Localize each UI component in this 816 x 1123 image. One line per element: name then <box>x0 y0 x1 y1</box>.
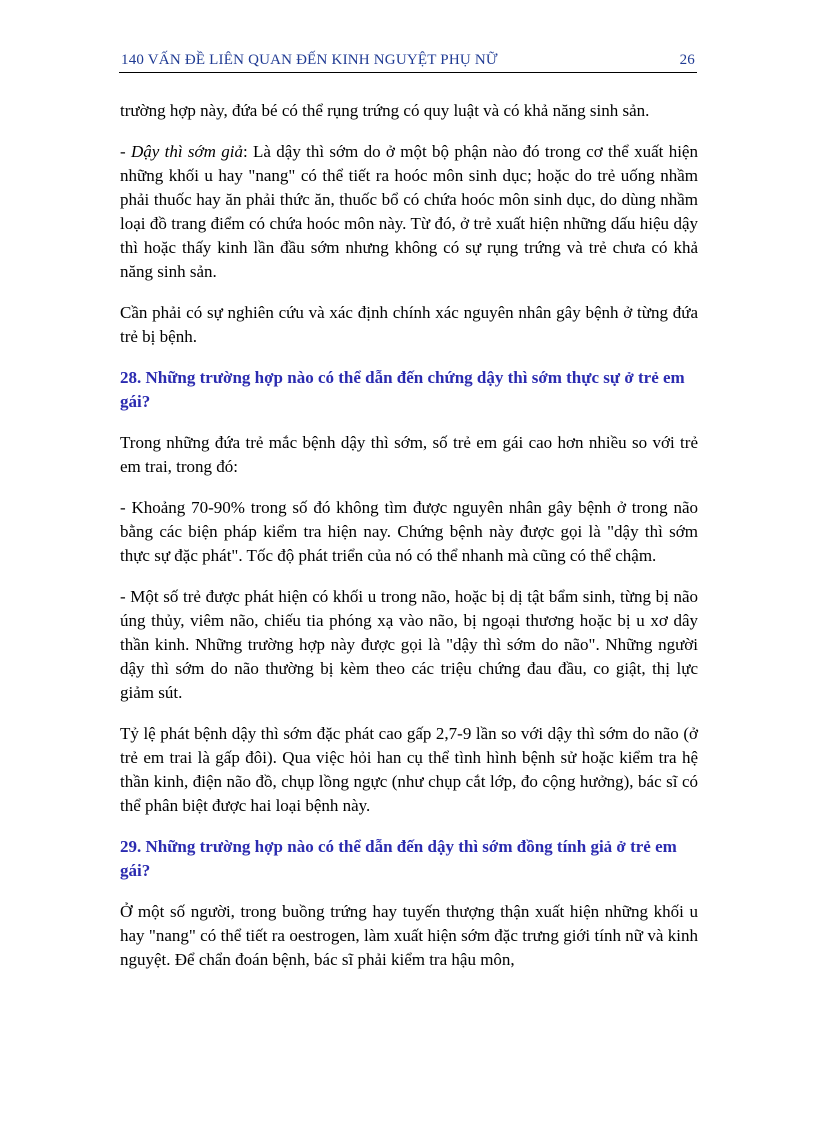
paragraph-3: Cần phải có sự nghiên cứu và xác định chính xác nguyên nhân gây bệnh ở từng đứa trẻ bị bệnh. <box>120 303 698 346</box>
term-pseudo-puberty: Dậy thì sớm giả <box>131 142 243 161</box>
paragraph-7: Tỷ lệ phát bệnh dậy thì sớm đặc phát cao gấp 2,7-9 lần so với dậy thì sớm do não (ở trẻ em trai là gấp đôi). Qua việc hỏi han cụ thể tình hình bệnh sử hoặc kiểm tra hệ thần kinh, điện não đồ, chụp lồng ngực (như chụp cắt lớp, đo cộng hưởng), bác sĩ có thể phân biệt được hai loại bệnh này. <box>120 724 698 815</box>
paragraph-1: trường hợp này, đứa bé có thể rụng trứng có quy luật và có khả năng sinh sản. <box>120 101 650 120</box>
paragraph-4: Trong những đứa trẻ mắc bệnh dậy thì sớm, số trẻ em gái cao hơn nhiều so với trẻ em trai, trong đó: <box>120 433 698 476</box>
paragraph-2-prefix: - <box>120 142 131 161</box>
page-number: 26 <box>679 52 695 68</box>
paragraph-2 <box>120 140 698 284</box>
page-body <box>120 99 698 989</box>
paragraph-8: Ở một số người, trong buồng trứng hay tuyến thượng thận xuất hiện những khối u hay "nang" có thể tiết ra oestrogen, làm xuất hiện sớm đặc trưng giới tính nữ và kinh nguyệt. Để chẩn đoán bệnh, bác sĩ phải kiểm tra hậu môn, <box>120 902 698 969</box>
paragraph-5: - Khoảng 70-90% trong số đó không tìm được nguyên nhân gây bệnh ở trong não bằng các biện pháp kiểm tra hiện nay. Chứng bệnh này được gọi là "dậy thì sớm thực sự đặc phát". Tốc độ phát triển của nó có thể nhanh mà cũng có thể chậm. <box>120 498 698 565</box>
heading-28: 28. Những trường hợp nào có thể dẫn đến chứng dậy thì sớm thực sự ở trẻ em gái? <box>120 368 685 411</box>
book-title: 140 VẤN ĐỀ LIÊN QUAN ĐẾN KINH NGUYỆT PHỤ NỮ <box>121 52 498 68</box>
paragraph-2-rest: : Là dậy thì sớm do ở một bộ phận nào đó trong cơ thể xuất hiện những khối u hay "nang" có thể tiết ra hoóc môn sinh dục; hoặc do trẻ uống nhầm phải thuốc hay ăn phải thức ăn, thuốc bổ có chứa hoóc môn sinh dục, do dùng nhầm loại đồ trang điểm có chứa hoóc môn này. Từ đó, ở trẻ xuất hiện những dấu hiệu dậy thì hoặc thấy kinh lần đầu sớm nhưng không có sự rụng trứng và trẻ chưa có khả năng sinh sản. <box>120 142 698 281</box>
page-header <box>119 50 697 73</box>
heading-29: 29. Những trường hợp nào có thể dẫn đến dậy thì sớm đồng tính giả ở trẻ em gái? <box>120 837 677 880</box>
paragraph-6: - Một số trẻ được phát hiện có khối u trong não, hoặc bị dị tật bẩm sinh, từng bị não úng thủy, viêm não, chiếu tia phóng xạ vào não, bị ngoại thương hoặc bị u xơ dây thần kinh. Những trường hợp này được gọi là "dậy thì sớm do não". Những người dậy thì sớm do não thường bị kèm theo các triệu chứng đau đầu, co giật, thị lực giảm sút. <box>120 587 698 702</box>
